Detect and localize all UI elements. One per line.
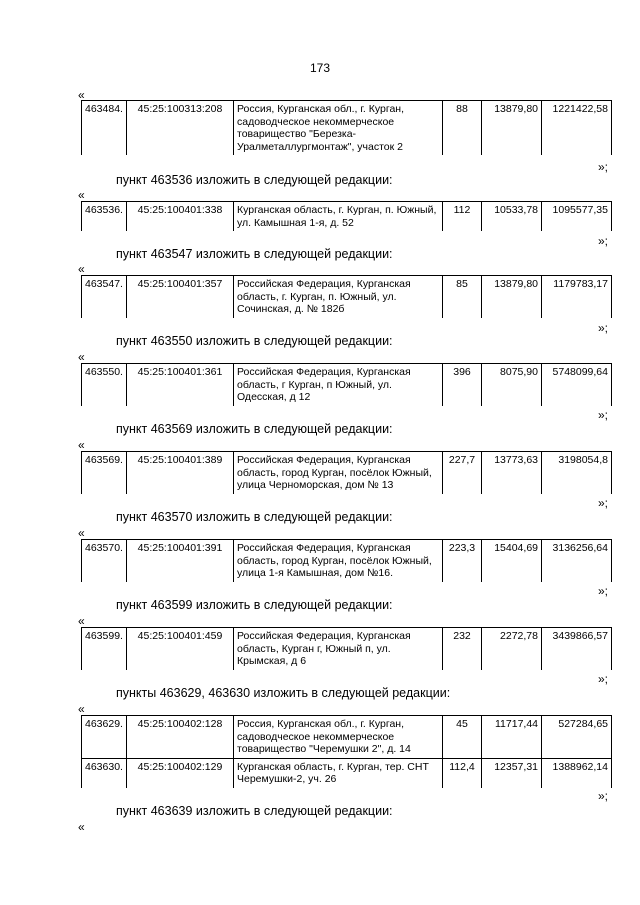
record-table (81, 627, 612, 670)
cadastral-number: 45:25:100401:361 (127, 364, 234, 406)
area: 396 (443, 364, 482, 406)
instruction-text: пункт 463599 изложить в следующей редакции: (116, 598, 393, 612)
table-row (82, 716, 612, 759)
record-table (81, 100, 612, 155)
opening-quote: « (78, 188, 85, 202)
unit-value: 12357,31 (482, 758, 542, 788)
address: Россия, Курганская обл., г. Курган, садоводческое некоммерческое товарищество "Черемушки 2", д. 14 (234, 716, 443, 759)
record-table (81, 539, 612, 582)
closing-quote: »; (598, 234, 609, 248)
opening-quote: « (78, 702, 85, 716)
closing-quote: »; (598, 160, 609, 174)
cadastral-value: 1388962,14 (542, 758, 612, 788)
record-number: 463536. (82, 202, 127, 232)
table-row (82, 202, 612, 232)
address: Российская Федерация, Курганская область, город Курган, посёлок Южный, улица Черноморская, дом № 13 (234, 452, 443, 494)
opening-quote: « (78, 614, 85, 628)
unit-value: 13773,63 (482, 452, 542, 494)
cadastral-number: 45:25:100401:389 (127, 452, 234, 494)
instruction-text: пункт 463536 изложить в следующей редакции: (116, 173, 393, 187)
unit-value: 8075,90 (482, 364, 542, 406)
address: Курганская область, г. Курган, п. Южный, ул. Камышная 1-я, д. 52 (234, 202, 443, 232)
area: 85 (443, 276, 482, 318)
unit-value: 2272,78 (482, 628, 542, 670)
table-row (82, 540, 612, 582)
record-table (81, 275, 612, 318)
opening-quote: « (78, 88, 85, 102)
area: 112 (443, 202, 482, 232)
closing-quote: »; (598, 496, 609, 510)
page-number: 173 (309, 61, 331, 75)
table-row (82, 276, 612, 318)
cadastral-value: 3439866,57 (542, 628, 612, 670)
cadastral-value: 3136256,64 (542, 540, 612, 582)
cadastral-value: 1221422,58 (542, 101, 612, 156)
record-table (81, 715, 612, 788)
area: 88 (443, 101, 482, 156)
closing-quote: »; (598, 672, 609, 686)
unit-value: 15404,69 (482, 540, 542, 582)
record-number: 463570. (82, 540, 127, 582)
area: 112,4 (443, 758, 482, 788)
record-number: 463547. (82, 276, 127, 318)
instruction-text: пункты 463629, 463630 изложить в следующей редакции: (116, 686, 451, 700)
record-number: 463630. (82, 758, 127, 788)
record-number: 463569. (82, 452, 127, 494)
cadastral-number: 45:25:100401:357 (127, 276, 234, 318)
cadastral-value: 1179783,17 (542, 276, 612, 318)
instruction-text: пункт 463569 изложить в следующей редакции: (116, 422, 393, 436)
table-row (82, 452, 612, 494)
address: Россия, Курганская обл., г. Курган, садоводческое некоммерческое товарищество "Березка-Уралметаллургмонтаж", участок 2 (234, 101, 443, 156)
instruction-text: пункт 463547 изложить в следующей редакции: (116, 247, 393, 261)
opening-quote: « (78, 526, 85, 540)
area: 223,3 (443, 540, 482, 582)
cadastral-number: 45:25:100401:459 (127, 628, 234, 670)
table-row (82, 101, 612, 156)
opening-quote: « (78, 438, 85, 452)
area: 227,7 (443, 452, 482, 494)
area: 45 (443, 716, 482, 759)
opening-quote: « (78, 262, 85, 276)
record-number: 463550. (82, 364, 127, 406)
record-number: 463629. (82, 716, 127, 759)
address: Российская Федерация, Курганская область, г Курган, п Южный, ул. Одесская, д 12 (234, 364, 443, 406)
cadastral-value: 5748099,64 (542, 364, 612, 406)
instruction-text: пункт 463550 изложить в следующей редакции: (116, 334, 393, 348)
closing-quote: »; (598, 789, 609, 803)
instruction-text: пункт 463639 изложить в следующей редакции: (116, 804, 393, 818)
record-table (81, 451, 612, 494)
closing-quote: »; (598, 408, 609, 422)
table-row (82, 364, 612, 406)
cadastral-value: 3198054,8 (542, 452, 612, 494)
opening-quote: « (78, 820, 85, 834)
cadastral-number: 45:25:100401:338 (127, 202, 234, 232)
closing-quote: »; (598, 321, 609, 335)
record-table (81, 363, 612, 406)
cadastral-number: 45:25:100402:128 (127, 716, 234, 759)
instruction-text: пункт 463570 изложить в следующей редакции: (116, 510, 393, 524)
area: 232 (443, 628, 482, 670)
unit-value: 10533,78 (482, 202, 542, 232)
cadastral-number: 45:25:100313:208 (127, 101, 234, 156)
address: Российская Федерация, Курганская область, Курган г, Южный п, ул. Крымская, д 6 (234, 628, 443, 670)
opening-quote: « (78, 350, 85, 364)
cadastral-value: 1095577,35 (542, 202, 612, 232)
unit-value: 13879,80 (482, 101, 542, 156)
closing-quote: »; (598, 584, 609, 598)
address: Российская Федерация, Курганская область, город Курган, посёлок Южный, улица 1-я Камышная, дом №16. (234, 540, 443, 582)
record-table (81, 201, 612, 231)
cadastral-value: 527284,65 (542, 716, 612, 759)
cadastral-number: 45:25:100402:129 (127, 758, 234, 788)
cadastral-number: 45:25:100401:391 (127, 540, 234, 582)
unit-value: 11717,44 (482, 716, 542, 759)
table-row (82, 628, 612, 670)
address: Российская Федерация, Курганская область, г. Курган, п. Южный, ул. Сочинская, д. № 182б (234, 276, 443, 318)
address: Курганская область, г. Курган, тер. СНТ Черемушки-2, уч. 26 (234, 758, 443, 788)
table-row (82, 758, 612, 788)
record-number: 463484. (82, 101, 127, 156)
unit-value: 13879,80 (482, 276, 542, 318)
record-number: 463599. (82, 628, 127, 670)
